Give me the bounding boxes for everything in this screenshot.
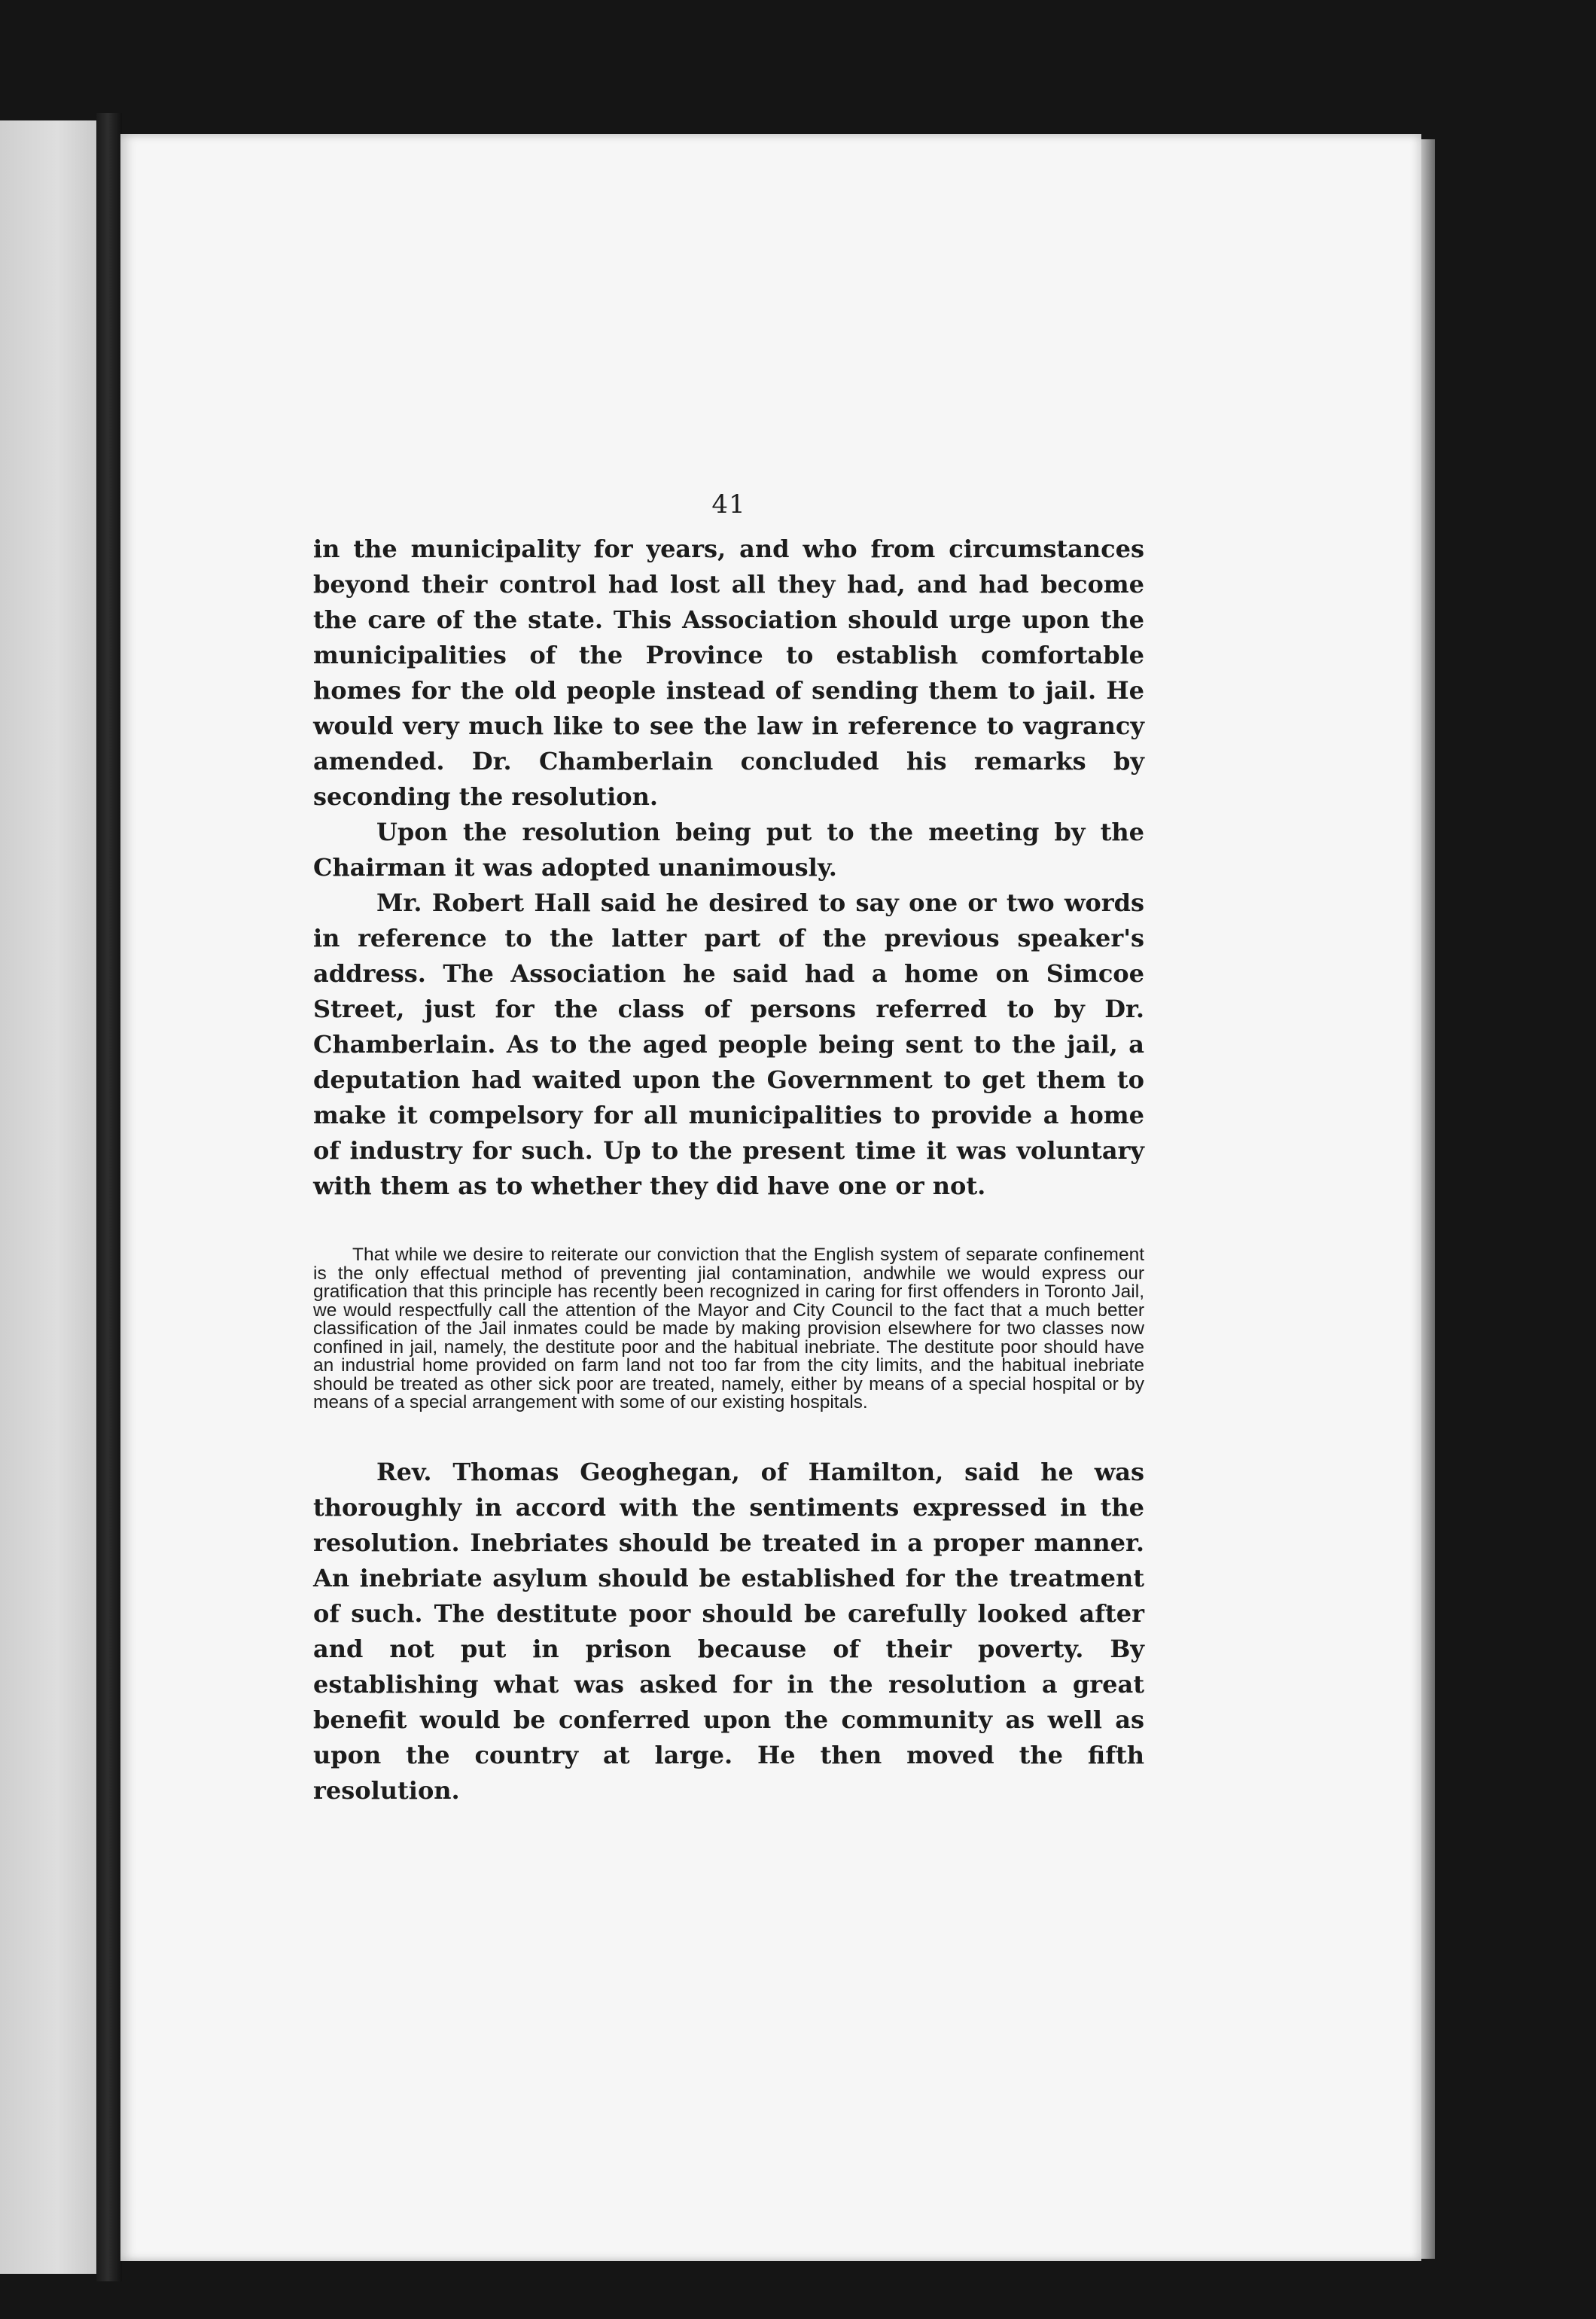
resolution-text: That while we desire to reiterate our conviction that the English system of separate confinement is the only effectual method of preventing jial contamination, andwhile we would express our gratification that this principle has recently been recognized in caring for first offenders in Toronto Jail, we would respectfully call the attention of the Mayor and City Council to the fact that a much better classification of the Jail inmates could be made by making provision elsewhere for two classes now confined in jail, namely, the destitute poor and the habitual inebriate. The destitute poor should have an industrial home provided on farm land not too far from the city limits, and the habitual inebriate should be treated as other sick poor are treated, namely, either by means of a special hospital or by means of a special arrangement with some of our existing hospitals.	[313, 1245, 1144, 1412]
paragraph-geoghegan: Rev. Thomas Geoghegan, of Hamilton, said he was thoroughly in accord with the sentiments expressed in the resolution. Inebriates should be treated in a proper manner. An inebriate asylum should be established for the treatment of such. The destitute poor should be carefully looked after and not put in prison because of their poverty. By establishing what was asked for in the resolution a great benefit would be conferred upon the community as well as upon the country at large. He then moved the fifth resolution.	[313, 1457, 1144, 1805]
page-text-block	[313, 489, 1144, 1809]
page-number: 41	[711, 489, 746, 520]
left-page-edge	[0, 120, 96, 2274]
paragraph-robert-hall: Mr. Robert Hall said he desired to say one or two words in reference to the latter part of the previous speaker's address. The Association he said had a home on Simcoe Street, just for the class of persons referred to by Dr. Chamberlain. As to the aged people being sent to the jail, a deputation had waited upon the Government to get them to make it compelsory for all municipalities to provide a home of industry for such. Up to the present time it was voluntary with them as to whether they did have one or not.	[313, 888, 1144, 1200]
paragraph-chamberlain-remarks: in the municipality for years, and who from circumstances beyond their control had lost all they had, and had become the care of the state. This Association should urge upon the municipalities of the Province to establish comfortable homes for the old people instead of sending them to jail. He would very much like to see the law in reference to vagrancy amended. Dr. Chamberlain concluded his remarks by seconding the resolution.	[313, 535, 1144, 811]
right-page-edge	[1421, 139, 1435, 2259]
paragraph-resolution-adopted: Upon the resolution being put to the meeting by the Chairman it was adopted unanimously.	[313, 818, 1144, 882]
book-spine	[96, 113, 122, 2281]
